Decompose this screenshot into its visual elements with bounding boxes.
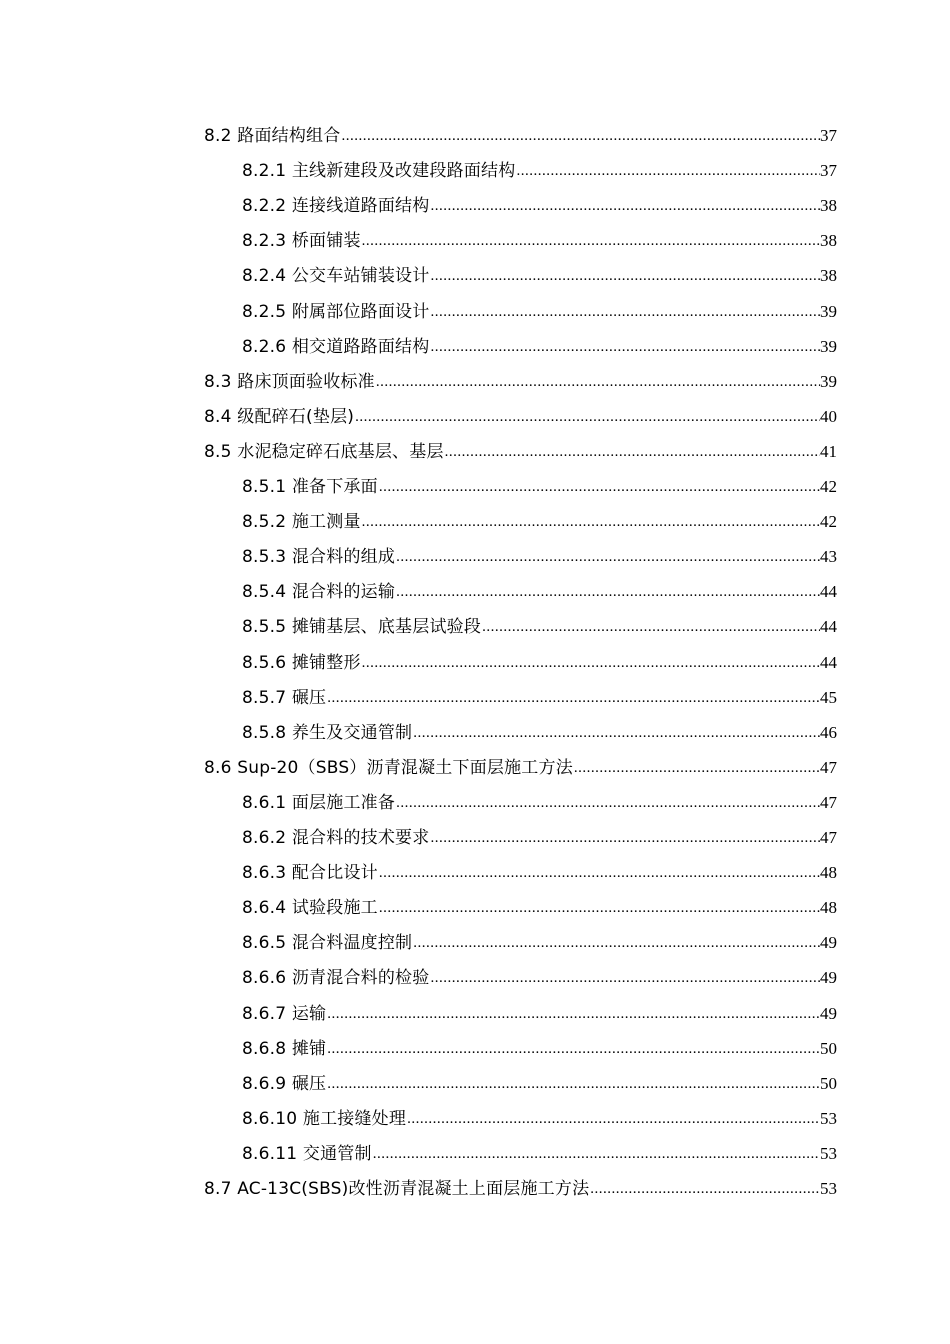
toc-entry-title: 8.6.10 施工接缝处理 (242, 1108, 407, 1129)
toc-entry-page-number: 49 (820, 1003, 837, 1023)
toc-entry[interactable] (242, 1100, 837, 1130)
toc-entry-page-number: 53 (820, 1108, 837, 1128)
toc-entry[interactable] (242, 608, 837, 638)
toc-entry-title: 8.6.9 碾压 (242, 1073, 327, 1094)
toc-entry-page-number: 40 (820, 406, 837, 426)
toc-entry-page-number: 38 (820, 231, 837, 251)
toc-entry-page-number: 46 (820, 722, 837, 742)
toc-dot-leader (406, 1108, 820, 1130)
toc-entry-page-number: 49 (820, 968, 837, 988)
toc-dot-leader (429, 827, 820, 849)
toc-entry-title: 8.6.6 沥青混合料的检验 (242, 968, 430, 989)
toc-entry-page-number: 48 (820, 863, 837, 883)
toc-entry-title: 8.2.1 主线新建段及改建段路面结构 (242, 161, 516, 182)
toc-entry[interactable] (242, 293, 837, 323)
toc-entry[interactable] (242, 222, 837, 252)
toc-entry[interactable] (242, 257, 837, 287)
toc-entry[interactable] (204, 433, 837, 463)
toc-entry-page-number: 47 (820, 792, 837, 812)
toc-entry-title: 8.5.8 养生及交通管制 (242, 722, 413, 743)
toc-entry[interactable] (242, 784, 837, 814)
toc-entry-page-number: 39 (820, 301, 837, 321)
toc-entry-title: 8.5 水泥稳定碎石底基层、基层 (204, 441, 444, 462)
toc-entry-page-number: 39 (820, 371, 837, 391)
toc-entry-page-number: 42 (820, 477, 837, 496)
toc-entry-title: 8.5.3 混合料的组成 (242, 547, 396, 568)
toc-entry-title: 8.6 Sup-20（SBS）沥青混凝土下面层施工方法 (204, 757, 573, 778)
toc-dot-leader (378, 897, 820, 919)
toc-entry[interactable] (242, 995, 837, 1025)
toc-dot-leader (378, 476, 820, 498)
toc-entry-title: 8.5.2 施工测量 (242, 512, 361, 533)
toc-entry[interactable] (242, 573, 837, 603)
toc-entry-page-number: 42 (820, 512, 837, 532)
toc-entry-title: 8.2.6 相交道路路面结构 (242, 336, 430, 357)
toc-dot-leader (395, 546, 820, 568)
toc-entry[interactable] (242, 503, 837, 533)
toc-dot-leader (326, 1003, 820, 1025)
toc-entry-title: 8.6.8 摊铺 (242, 1038, 327, 1059)
toc-dot-leader (361, 511, 820, 533)
toc-entry-title: 8.6.11 交通管制 (242, 1143, 372, 1164)
toc-dot-leader (395, 581, 820, 603)
toc-dot-leader (361, 652, 820, 674)
toc-entry[interactable] (204, 398, 837, 428)
toc-entry-page-number: 45 (820, 687, 837, 707)
toc-entry[interactable] (242, 889, 837, 919)
toc-entry[interactable] (242, 679, 837, 709)
toc-entry-page-number: 49 (820, 933, 837, 953)
toc-entry[interactable] (204, 749, 837, 779)
toc-entry[interactable] (242, 187, 837, 217)
toc-entry[interactable] (242, 1030, 837, 1060)
toc-entry-title: 8.2.4 公交车站铺装设计 (242, 266, 430, 287)
toc-entry-page-number: 50 (820, 1038, 837, 1058)
toc-entry-page-number: 44 (820, 582, 837, 602)
toc-entry-page-number: 53 (820, 1143, 837, 1163)
toc-entry-title: 8.6.7 运输 (242, 1003, 327, 1024)
toc-dot-leader (395, 792, 820, 814)
toc-entry[interactable] (242, 538, 837, 568)
toc-entry-title: 8.6.5 混合料温度控制 (242, 933, 413, 954)
toc-entry-page-number: 48 (820, 898, 837, 918)
toc-entry-page-number: 39 (820, 336, 837, 356)
toc-entry-page-number: 43 (820, 547, 837, 567)
toc-entry[interactable] (204, 363, 837, 393)
toc-entry[interactable] (204, 117, 837, 147)
toc-entry-title: 8.7 AC-13C(SBS)改性沥青混凝土上面层施工方法 (204, 1179, 590, 1199)
toc-entry-page-number: 53 (820, 1179, 837, 1198)
toc-dot-leader (354, 406, 820, 428)
toc-dot-leader (429, 195, 820, 217)
toc-entry-title: 8.5.1 准备下承面 (242, 477, 378, 497)
toc-dot-leader (340, 125, 820, 147)
toc-entry-page-number: 47 (820, 828, 837, 847)
toc-entry[interactable] (242, 819, 837, 849)
toc-dot-leader (573, 757, 820, 779)
toc-dot-leader (378, 862, 820, 884)
toc-dot-leader (429, 967, 820, 989)
toc-entry-page-number: 38 (820, 196, 837, 216)
toc-entry-page-number: 41 (820, 441, 837, 461)
toc-entry-title: 8.5.7 碾压 (242, 687, 327, 708)
toc-entry-title: 8.2.3 桥面铺装 (242, 231, 361, 252)
toc-entry[interactable] (242, 1065, 837, 1095)
toc-entry-page-number: 47 (820, 757, 837, 777)
toc-dot-leader (444, 441, 820, 463)
toc-entry-title: 8.6.4 试验段施工 (242, 898, 378, 919)
toc-dot-leader (589, 1178, 820, 1200)
toc-dot-leader (481, 616, 820, 638)
toc-dot-leader (429, 301, 820, 323)
toc-dot-leader (412, 932, 820, 954)
toc-dot-leader (326, 1038, 820, 1060)
toc-entry[interactable] (242, 959, 837, 989)
toc-entry-page-number: 50 (820, 1073, 837, 1093)
toc-entry-title: 8.5.4 混合料的运输 (242, 582, 396, 603)
toc-entry-title: 8.6.2 混合料的技术要求 (242, 828, 430, 848)
toc-entry-title: 8.6.1 面层施工准备 (242, 792, 396, 813)
toc-entry[interactable] (204, 1170, 837, 1200)
toc-dot-leader (326, 1073, 820, 1095)
toc-entry-title: 8.2.2 连接线道路面结构 (242, 196, 430, 217)
toc-entry[interactable] (242, 924, 837, 954)
toc-dot-leader (361, 230, 820, 252)
toc-entry[interactable] (242, 854, 837, 884)
toc-dot-leader (429, 265, 820, 287)
toc-entry[interactable] (242, 1135, 837, 1165)
toc-entry-page-number: 44 (820, 652, 837, 672)
toc-dot-leader (375, 371, 820, 393)
toc-entry-page-number: 37 (820, 161, 837, 181)
toc-entry-title: 8.3 路床顶面验收标准 (204, 371, 375, 392)
toc-entry-page-number: 37 (820, 126, 837, 145)
toc-dot-leader (429, 336, 820, 358)
toc-entry[interactable] (242, 328, 837, 358)
toc-entry-title: 8.2 路面结构组合 (204, 126, 341, 146)
toc-dot-leader (515, 160, 820, 182)
toc-entry-title: 8.2.5 附属部位路面设计 (242, 301, 430, 322)
toc-dot-leader (326, 687, 820, 709)
toc-entry-page-number: 44 (820, 617, 837, 637)
toc-entry-title: 8.5.6 摊铺整形 (242, 652, 361, 673)
toc-entry[interactable] (242, 714, 837, 744)
toc-entry[interactable] (242, 152, 837, 182)
toc-entry-title: 8.4 级配碎石(垫层) (204, 406, 355, 427)
toc-entry[interactable] (242, 468, 837, 498)
toc-entry-page-number: 38 (820, 266, 837, 286)
toc-entry-title: 8.6.3 配合比设计 (242, 863, 378, 884)
toc-dot-leader (412, 722, 820, 744)
toc-dot-leader (372, 1143, 820, 1165)
toc-entry[interactable] (242, 644, 837, 674)
toc-entry-title: 8.5.5 摊铺基层、底基层试验段 (242, 617, 482, 638)
